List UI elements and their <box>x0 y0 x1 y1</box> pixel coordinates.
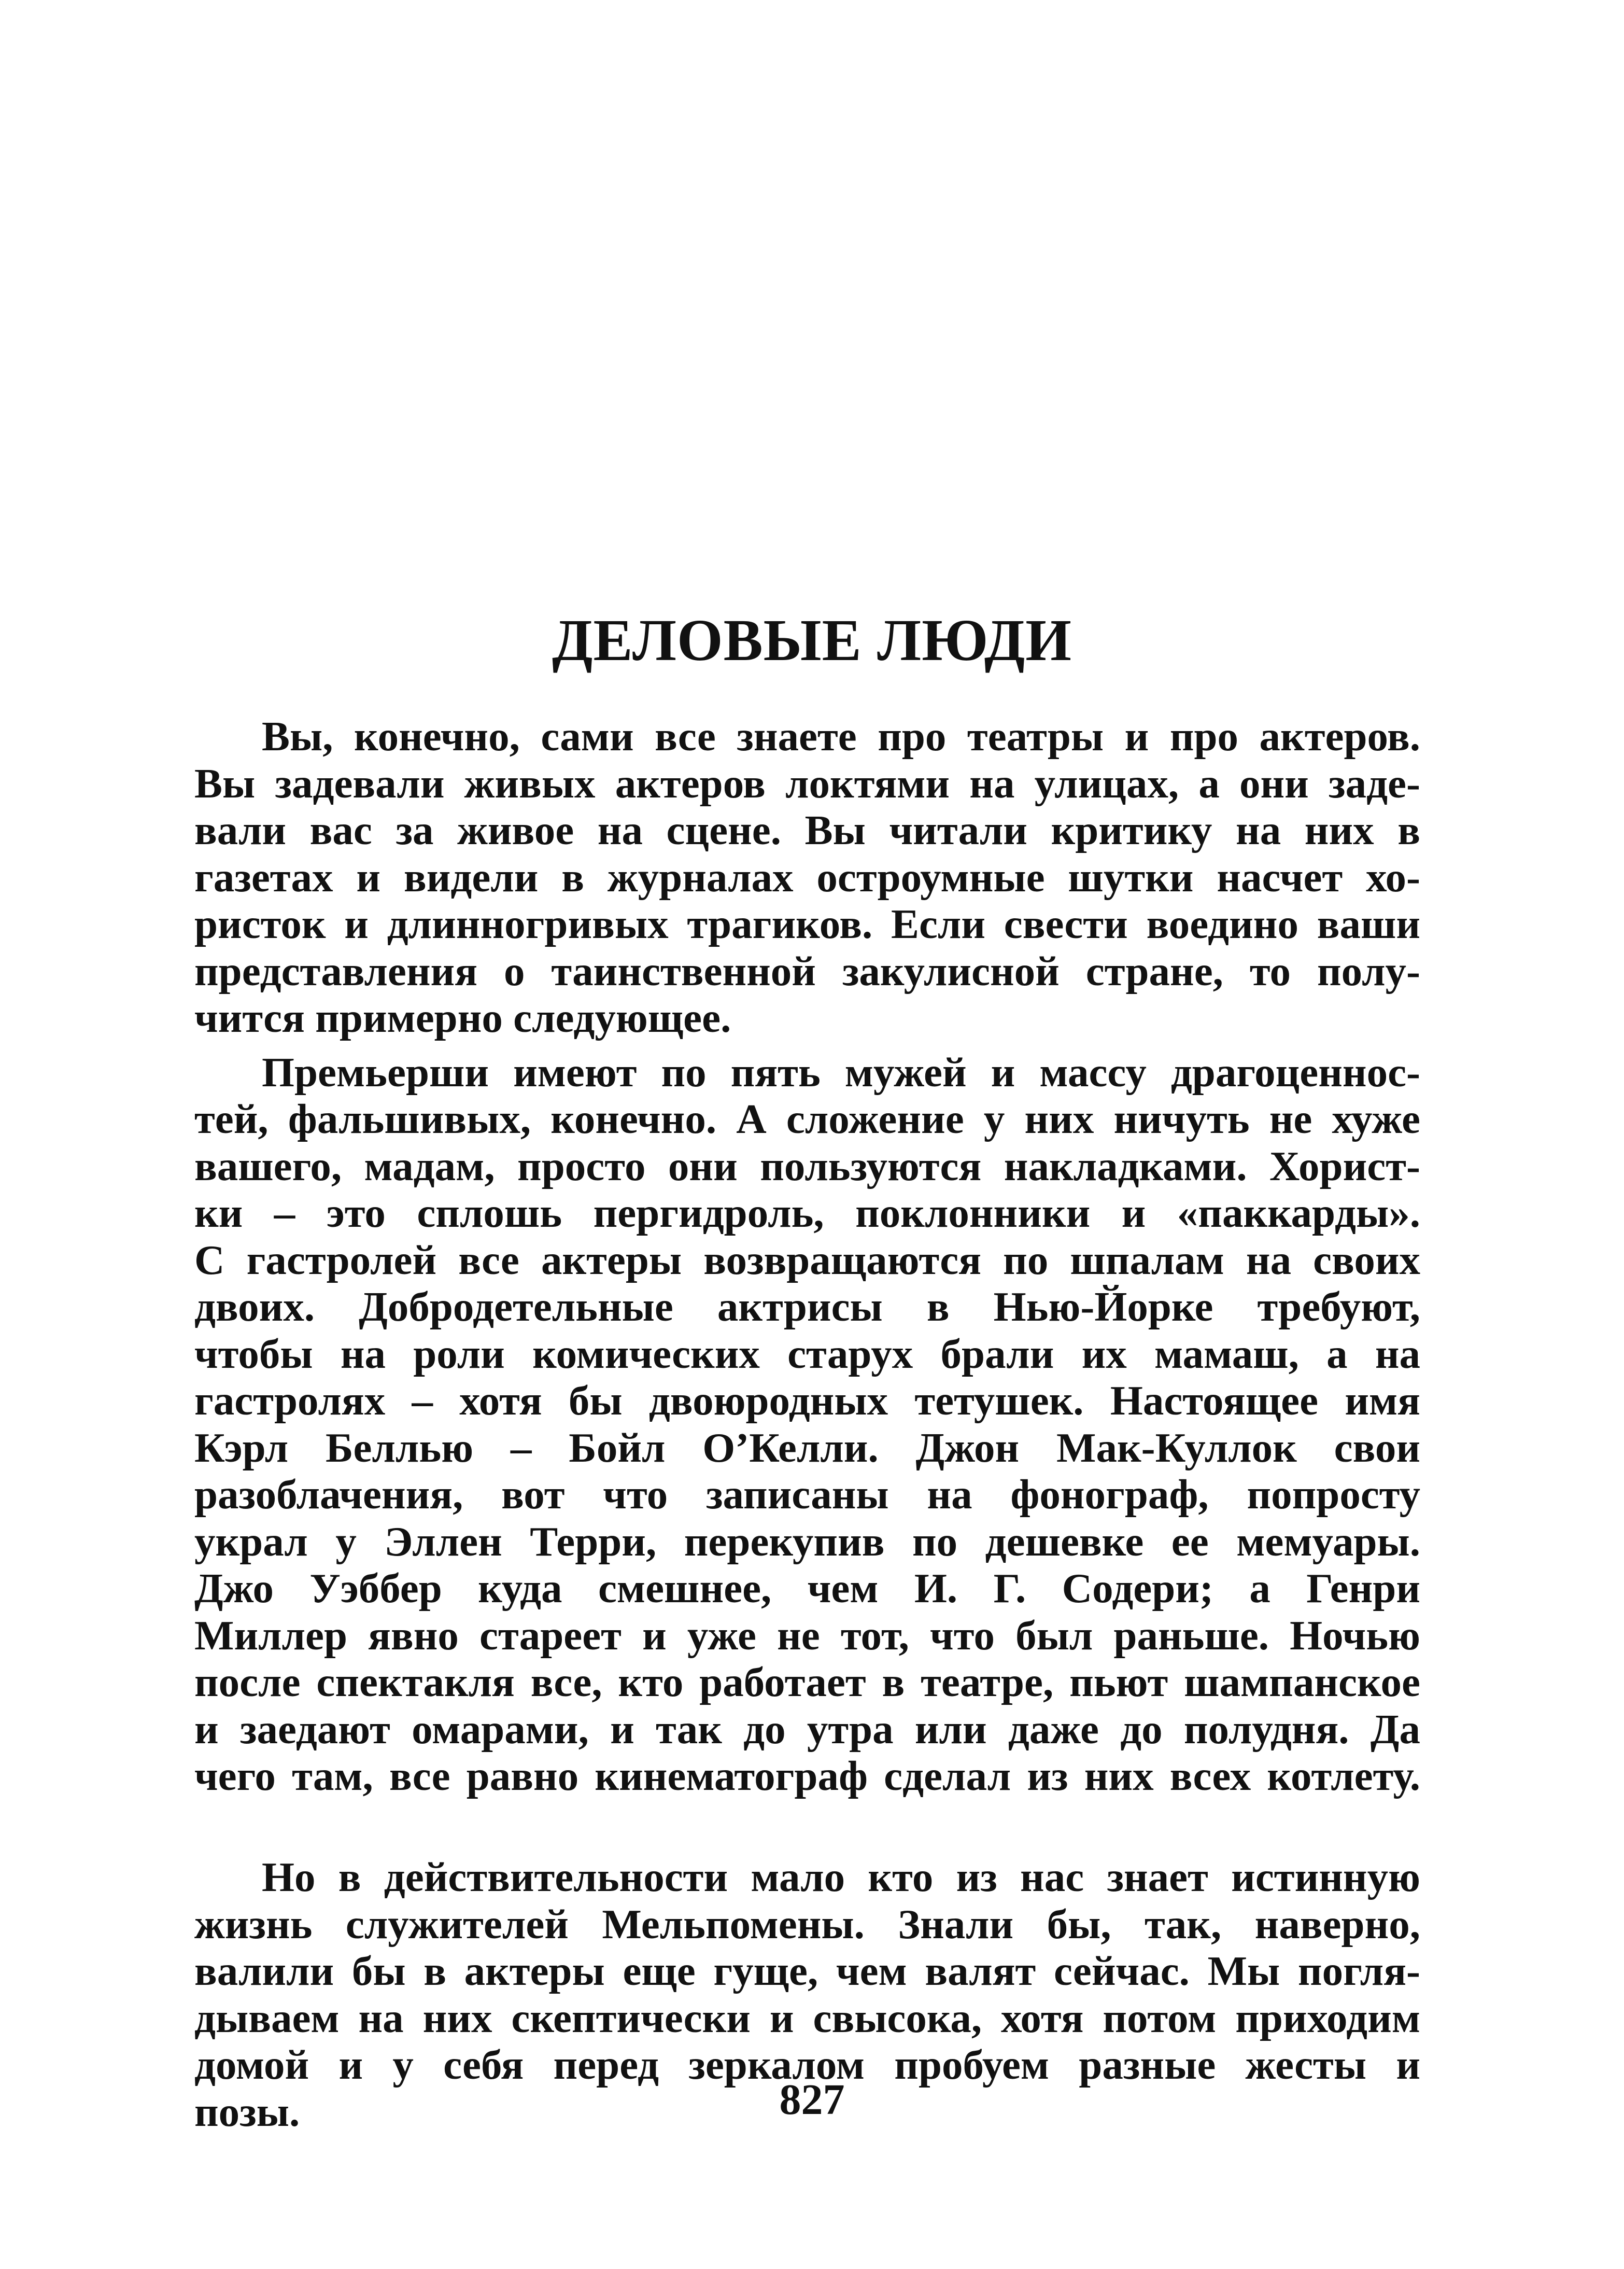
text-line: Джо Уэббер куда смешнее, чем И. Г. Содери; а Генри <box>194 1565 1420 1612</box>
text-line: вали вас за живое на сцене. Вы читали критику на них в <box>194 807 1420 853</box>
page-number: 827 <box>779 2076 845 2124</box>
paragraph-2 <box>194 1049 1420 1847</box>
text-line: дываем на них скептически и свысока, хотя потом приходим <box>194 1994 1420 2041</box>
text-line: позы. <box>194 2088 300 2135</box>
text-line: украл у Эллен Терри, перекупив по дешевке ее мемуары. <box>194 1518 1420 1565</box>
text-line: после спектакля все, кто работает в театре, пьют шампанское <box>194 1659 1420 1705</box>
text-line: чтобы на роли комических старух брали их мамаш, а на <box>194 1330 1420 1377</box>
text-line: ки – это сплошь пергидроль, поклонники и «паккарды». <box>194 1189 1420 1236</box>
text-line: Кэрл Беллью – Бойл О’Келли. Джон Мак-Куллок свои <box>194 1424 1420 1471</box>
text-line: домой и у себя перед зеркалом пробуем разные жесты и <box>194 2041 1420 2088</box>
text-line: газетах и видели в журналах остроумные шутки насчет хо- <box>194 853 1420 901</box>
text-line: двоих. Добродетельные актрисы в Нью-Йорке требуют, <box>194 1283 1420 1330</box>
text-line: Но в действительности мало кто из нас знает истинную <box>262 1854 1420 1900</box>
text-line: Вы, конечно, сами все знаете про театры и про актеров. <box>262 713 1420 760</box>
text-line: вашего, мадам, просто они пользуются накладками. Хорист- <box>194 1142 1420 1189</box>
chapter-title: ДЕЛОВЫЕ ЛЮДИ <box>552 607 1072 673</box>
text-line: представления о таинственной закулисной стране, то полу- <box>194 947 1420 995</box>
text-line: С гастролей все актеры возвращаются по шпалам на своих <box>194 1236 1420 1283</box>
text-line: валили бы в актеры еще гуще, чем валят сейчас. Мы погля- <box>194 1948 1420 1994</box>
text-line <box>194 1800 1420 1847</box>
text-line: ристок и длинногривых трагиков. Если свести воедино ваши <box>194 901 1420 947</box>
text-line: Вы задевали живых актеров локтями на улицах, а они заде- <box>194 760 1420 807</box>
paragraph-1 <box>194 713 1420 1042</box>
text-line: чится примерно следующее. <box>194 995 731 1041</box>
text-line: разоблачения, вот что записаны на фонограф, попросту <box>194 1471 1420 1518</box>
text-line: тей, фальшивых, конечно. А сложение у них ничуть не хуже <box>194 1096 1420 1142</box>
text-line: гастролях – хотя бы двоюродных тетушек. Настоящее имя <box>194 1377 1420 1424</box>
text-line: Миллер явно стареет и уже не тот, что был раньше. Ночью <box>194 1612 1420 1659</box>
text-line: Премьерши имеют по пять мужей и массу драгоценнос- <box>262 1048 1420 1096</box>
text-line: и заедают омарами, и так до утра или даже до полудня. Да <box>194 1705 1420 1753</box>
body-text <box>194 713 1420 2142</box>
text-line: жизнь служителей Мельпомены. Знали бы, так, наверно, <box>194 1900 1420 1948</box>
text-line: чего там, все равно кинематограф сделал из них всех котлету. <box>194 1753 1420 1799</box>
